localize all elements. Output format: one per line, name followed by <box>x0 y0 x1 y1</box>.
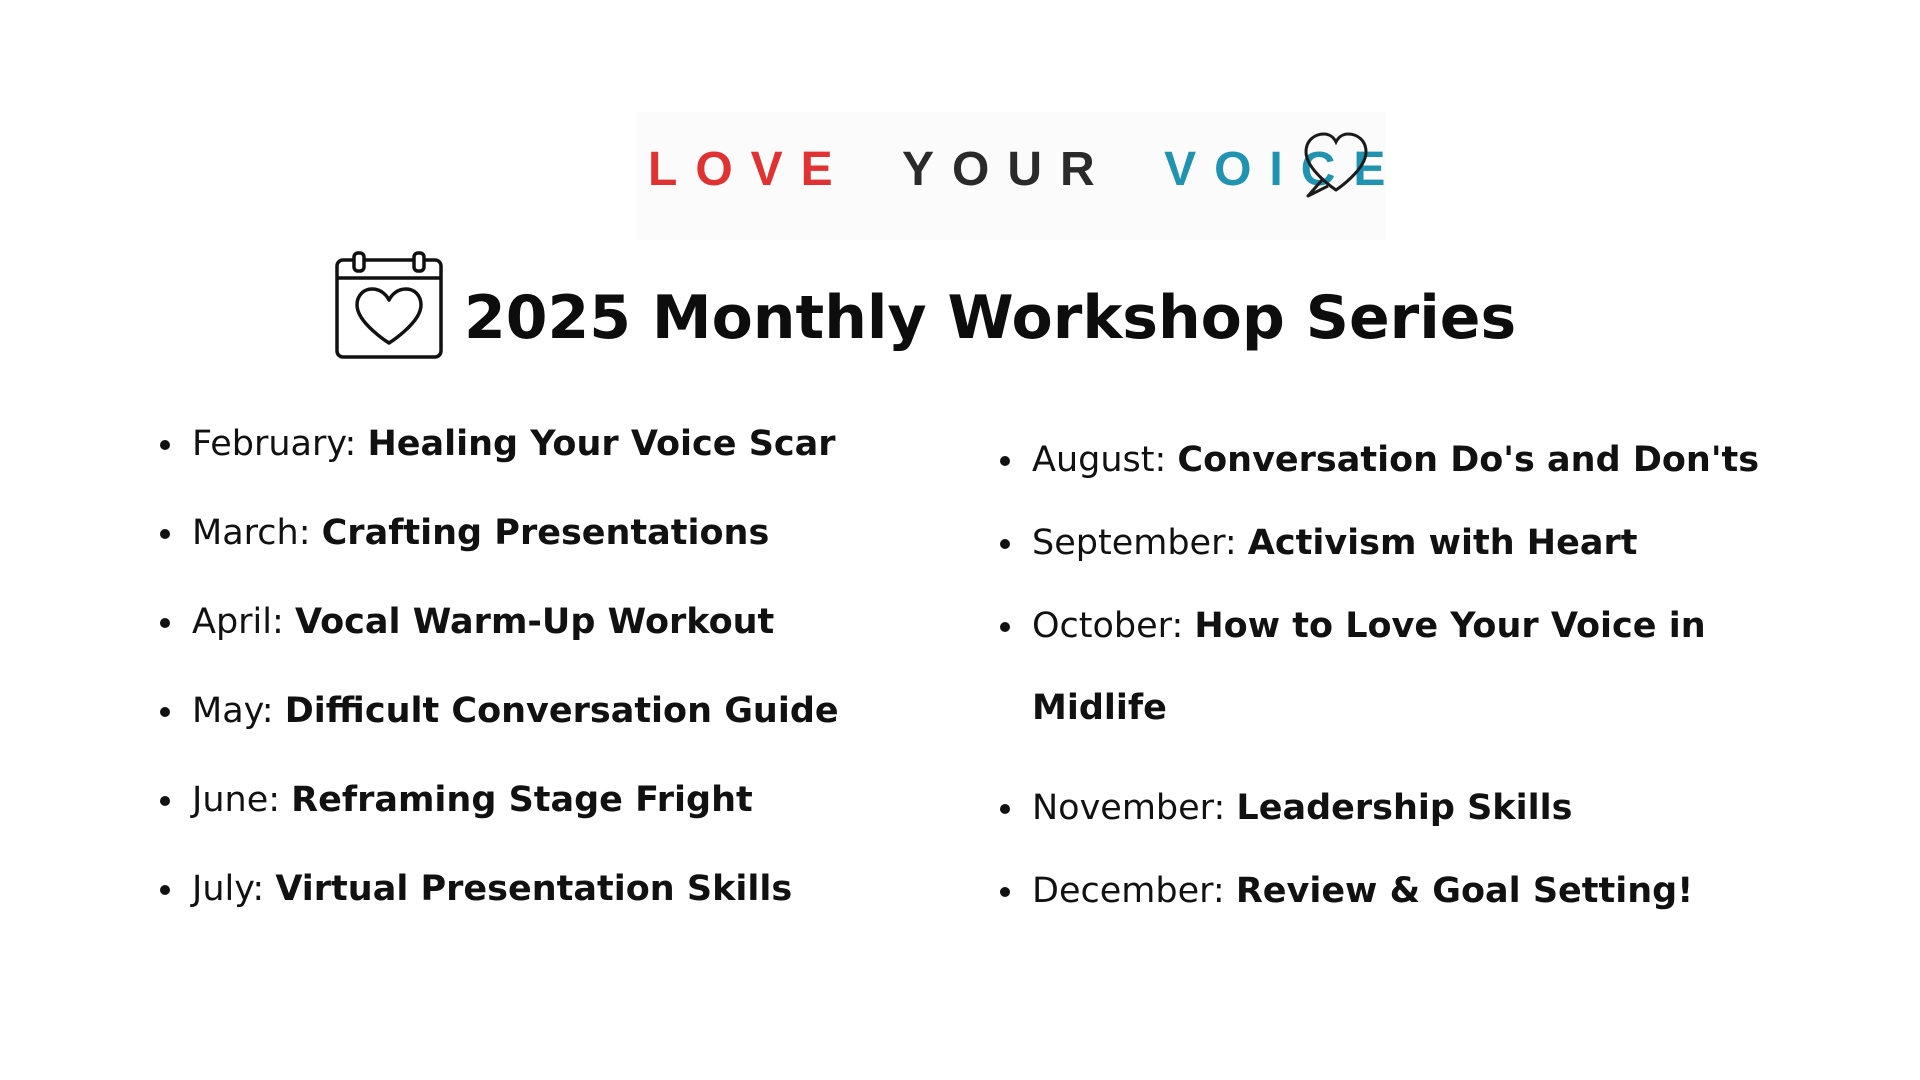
bullet-icon <box>160 707 170 717</box>
month-label: June: <box>192 780 281 820</box>
list-item <box>154 865 874 913</box>
bullet-icon <box>160 796 170 806</box>
bullet-icon <box>1000 539 1010 549</box>
workshop-topic: Conversation Do's and Don'ts <box>1177 440 1760 480</box>
workshop-topic: Leadership Skills <box>1236 788 1573 828</box>
bullet-icon <box>160 885 170 895</box>
list-item <box>994 585 1764 749</box>
speech-bubble-heart-icon <box>1296 126 1376 202</box>
month-label: September: <box>1032 523 1237 563</box>
workshop-list-right <box>994 436 1764 950</box>
month-label: February: <box>192 424 357 464</box>
logo-word-love: LOVE <box>648 143 851 196</box>
month-label: May: <box>192 691 274 731</box>
list-item <box>994 519 1764 567</box>
list-item <box>154 509 874 557</box>
list-item <box>994 436 1764 484</box>
workshop-topic: How to Love Your Voice in Midlife <box>1032 606 1706 728</box>
month-label: October: <box>1032 606 1184 646</box>
calendar-heart-icon <box>334 250 444 360</box>
brand-logo <box>636 112 1404 240</box>
bullet-icon <box>1000 622 1010 632</box>
month-label: December: <box>1032 871 1225 911</box>
workshop-topic: Healing Your Voice Scar <box>367 424 836 464</box>
list-item <box>154 776 874 824</box>
workshop-topic: Reframing Stage Fright <box>291 780 753 820</box>
bullet-icon <box>1000 887 1010 897</box>
month-label: July: <box>192 869 265 909</box>
bullet-icon <box>1000 456 1010 466</box>
list-item <box>154 687 874 735</box>
workshop-topic: Vocal Warm-Up Workout <box>294 602 775 642</box>
month-label: March: <box>192 513 311 553</box>
workshop-list-left <box>154 420 874 954</box>
bullet-icon <box>160 618 170 628</box>
workshop-topic: Activism with Heart <box>1247 523 1638 563</box>
month-label: November: <box>1032 788 1226 828</box>
logo-word-voice: VOICE <box>1164 143 1404 196</box>
logo-word-your: YOUR <box>902 143 1113 196</box>
workshop-topic: Difficult Conversation Guide <box>284 691 839 731</box>
workshop-topic: Crafting Presentations <box>321 513 770 553</box>
workshop-topic: Review & Goal Setting! <box>1235 871 1694 911</box>
bullet-icon <box>160 440 170 450</box>
month-label: April: <box>192 602 284 642</box>
workshop-topic: Virtual Presentation Skills <box>275 869 793 909</box>
list-item <box>154 420 874 468</box>
bullet-icon <box>1000 804 1010 814</box>
list-item <box>994 784 1764 832</box>
page-title: 2025 Monthly Workshop Series <box>464 283 1517 353</box>
bullet-icon <box>160 529 170 539</box>
title-row <box>334 250 1534 362</box>
list-item <box>994 867 1764 915</box>
logo-wordmark <box>648 140 1403 200</box>
month-label: August: <box>1032 440 1167 480</box>
list-item <box>154 598 874 646</box>
